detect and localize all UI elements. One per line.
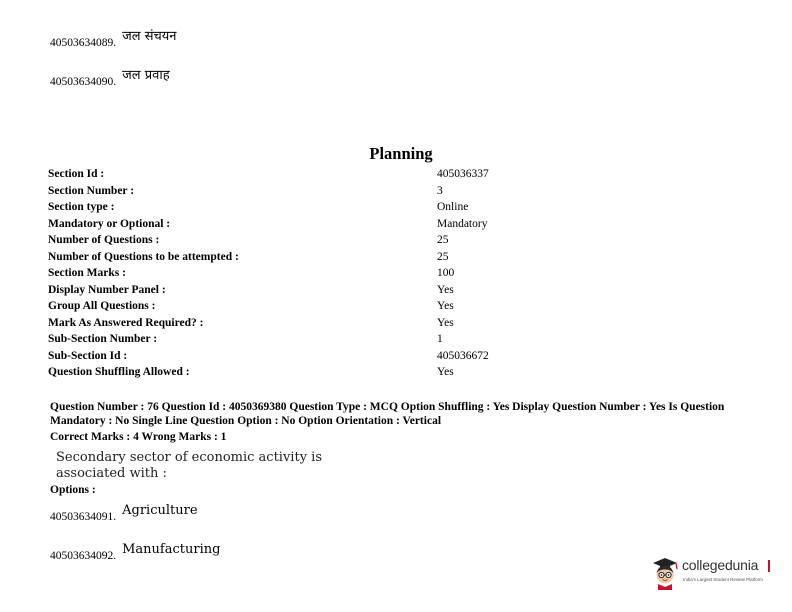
info-row [48, 249, 568, 266]
section-info-table [48, 166, 568, 381]
info-row [48, 348, 568, 365]
info-label: Section type : [48, 201, 115, 214]
info-value: Yes [437, 283, 454, 296]
info-label: Sub-Section Id : [48, 349, 128, 362]
info-value: Mandatory [437, 217, 488, 230]
info-row [48, 216, 568, 233]
option-text: Agriculture [122, 503, 198, 518]
info-value: Yes [437, 366, 454, 379]
info-value: Online [437, 201, 469, 214]
info-label: Question Shuffling Allowed : [48, 366, 190, 379]
option-text: Manufacturing [122, 542, 221, 557]
question-marks: Correct Marks : 4 Wrong Marks : 1 [50, 431, 227, 443]
info-value: 1 [437, 333, 443, 346]
option-number: 40503634089. [50, 37, 117, 49]
option-2 [50, 542, 221, 564]
info-label: Number of Questions : [48, 234, 160, 247]
option-text: जल संचयन [122, 29, 177, 44]
info-value: 25 [437, 234, 449, 247]
logo-accent-bar [768, 560, 770, 572]
info-label: Sub-Section Number : [48, 333, 158, 346]
info-value: 3 [437, 184, 443, 197]
question-text: Secondary sector of economic activity is associated with : [56, 450, 322, 481]
info-value: Yes [437, 316, 454, 329]
info-label: Section Id : [48, 168, 105, 181]
info-label: Number of Questions to be attempted : [48, 250, 239, 263]
info-row [48, 315, 568, 332]
option-number: 40503634091. [50, 511, 117, 523]
option-number: 40503634092. [50, 550, 117, 562]
logo-tagline: India's Largest Student Review Platform [683, 577, 763, 582]
info-row [48, 166, 568, 183]
info-value: 25 [437, 250, 449, 263]
student-mascot-icon [650, 554, 680, 590]
info-row [48, 298, 568, 315]
info-value: 405036672 [437, 349, 489, 362]
prev-option-2 [50, 68, 170, 90]
options-label: Options : [50, 484, 96, 496]
info-value: Yes [437, 300, 454, 313]
collegedunia-logo [650, 554, 772, 594]
info-value: 100 [437, 267, 455, 280]
option-text: जल प्रवाह [122, 68, 170, 83]
option-number: 40503634090. [50, 76, 117, 88]
section-title: Planning [369, 144, 433, 163]
question-meta: Question Number : 76 Question Id : 4050369380 Question Type : MCQ Option Shuffling : Yes Display Question Number : Yes Is Question Mandatory : No Single Line Question Option : No Option Orientation : Vertical [50, 401, 725, 427]
info-row [48, 183, 568, 200]
info-row [48, 232, 568, 249]
info-label: Group All Questions : [48, 300, 156, 313]
info-row [48, 265, 568, 282]
info-label: Mandatory or Optional : [48, 217, 171, 230]
option-1 [50, 503, 198, 525]
info-row [48, 364, 568, 381]
info-label: Section Number : [48, 184, 135, 197]
info-value: 405036337 [437, 168, 489, 181]
info-label: Mark As Answered Required? : [48, 316, 204, 329]
info-label: Section Marks : [48, 267, 126, 280]
prev-option-1 [50, 29, 177, 51]
info-row [48, 331, 568, 348]
info-label: Display Number Panel : [48, 283, 166, 296]
info-row [48, 199, 568, 216]
info-row [48, 282, 568, 299]
logo-wordmark: collegedunia [682, 557, 759, 573]
